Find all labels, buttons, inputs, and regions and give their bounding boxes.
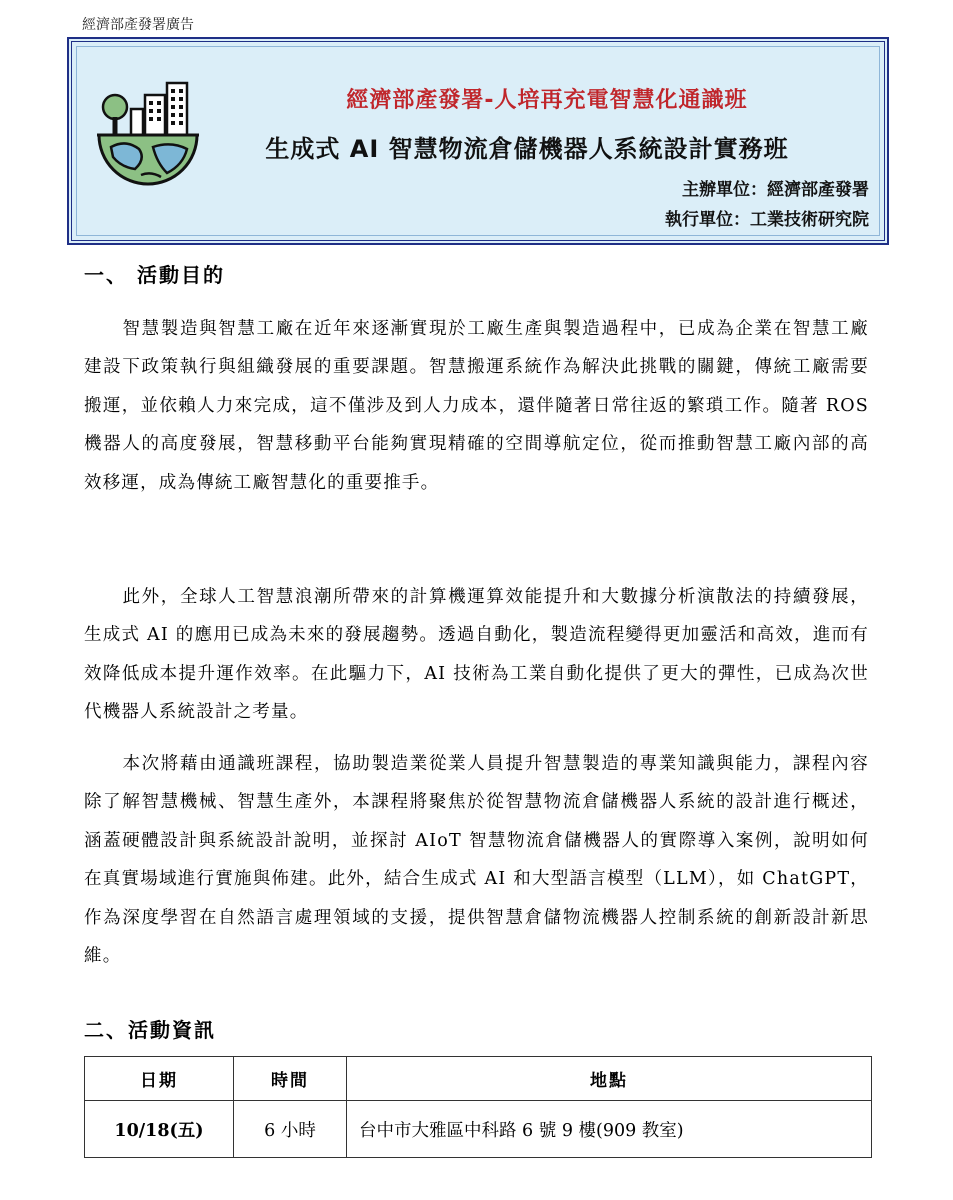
banner-inner-frame [76,46,880,236]
header-location: 地點 [347,1057,872,1101]
header-time: 時間 [234,1057,347,1101]
program-title: 經濟部產發署-人培再充電智慧化通識班 [346,88,748,113]
header-date: 日期 [85,1057,234,1101]
section-heading-info: 二、活動資訊 [84,1018,216,1042]
cell-time: 6 小時 [234,1101,347,1158]
purpose-paragraph: 智慧製造與智慧工廠在近年來逐漸實現於工廠生產與製造過程中，已成為企業在智慧工廠建設下政策執行與組織發展的重要課題。智慧搬運系統作為解決此挑戰的關鍵，傳統工廠需要搬運，並依賴人力來完成，這不僅涉及到人力成本，還伴隨著日常往返的繁瑣工作。隨著 ROS 機器人的高度發展，智慧移動平台能夠實現精確的空間導航定位，從而推動智慧工廠內部的高效移運，成為傳統工廠智慧化的重要推手。 [84,319,869,493]
purpose-paragraph: 本次將藉由通識班課程，協助製造業從業人員提升智慧製造的專業知識與能力，課程內容除了解智慧機械、智慧生產外，本課程將聚焦於從智慧物流倉儲機器人系統的設計進行概述，涵蓋硬體設計與系統設計說明，並探討 AIoT 智慧物流倉儲機器人的實際導入案例，說明如何在真實場域進行實施與佈建。此外，結合生成式 AI 和大型語言模型（LLM），如 ChatGPT，作為深度學習在自然語言處理領域的支援，提供智慧倉儲物流機器人控制系統的創新設計新思維。 [84,754,869,967]
cell-location: 台中市大雅區中科路 6 號 9 樓(909 教室) [347,1101,872,1158]
table-row [85,1101,872,1158]
purpose-paragraph: 此外，全球人工智慧浪潮所帶來的計算機運算效能提升和大數據分析演散法的持續發展，生成式 AI 的應用已成為未來的發展趨勢。透過自動化，製造流程變得更加靈活和高效，進而有效降低成本提升運作效率。在此驅力下，AI 技術為工業自動化提供了更大的彈性，已成為次世代機器人系統設計之考量。 [84,587,869,723]
course-title: 生成式 AI 智慧物流倉儲機器人系統設計實務班 [265,135,789,163]
course-banner [68,38,888,244]
activity-info-table [84,1056,872,1158]
ad-label: 經濟部產發署廣告 [82,17,194,33]
cell-date: 10/18(五) [85,1101,234,1158]
section-heading-purpose: 一、 活動目的 [84,263,225,287]
organizer-text: 主辦單位：經濟部產發署 [682,180,869,200]
table-header-row [85,1057,872,1101]
executor-text: 執行單位：工業技術研究院 [665,210,869,230]
